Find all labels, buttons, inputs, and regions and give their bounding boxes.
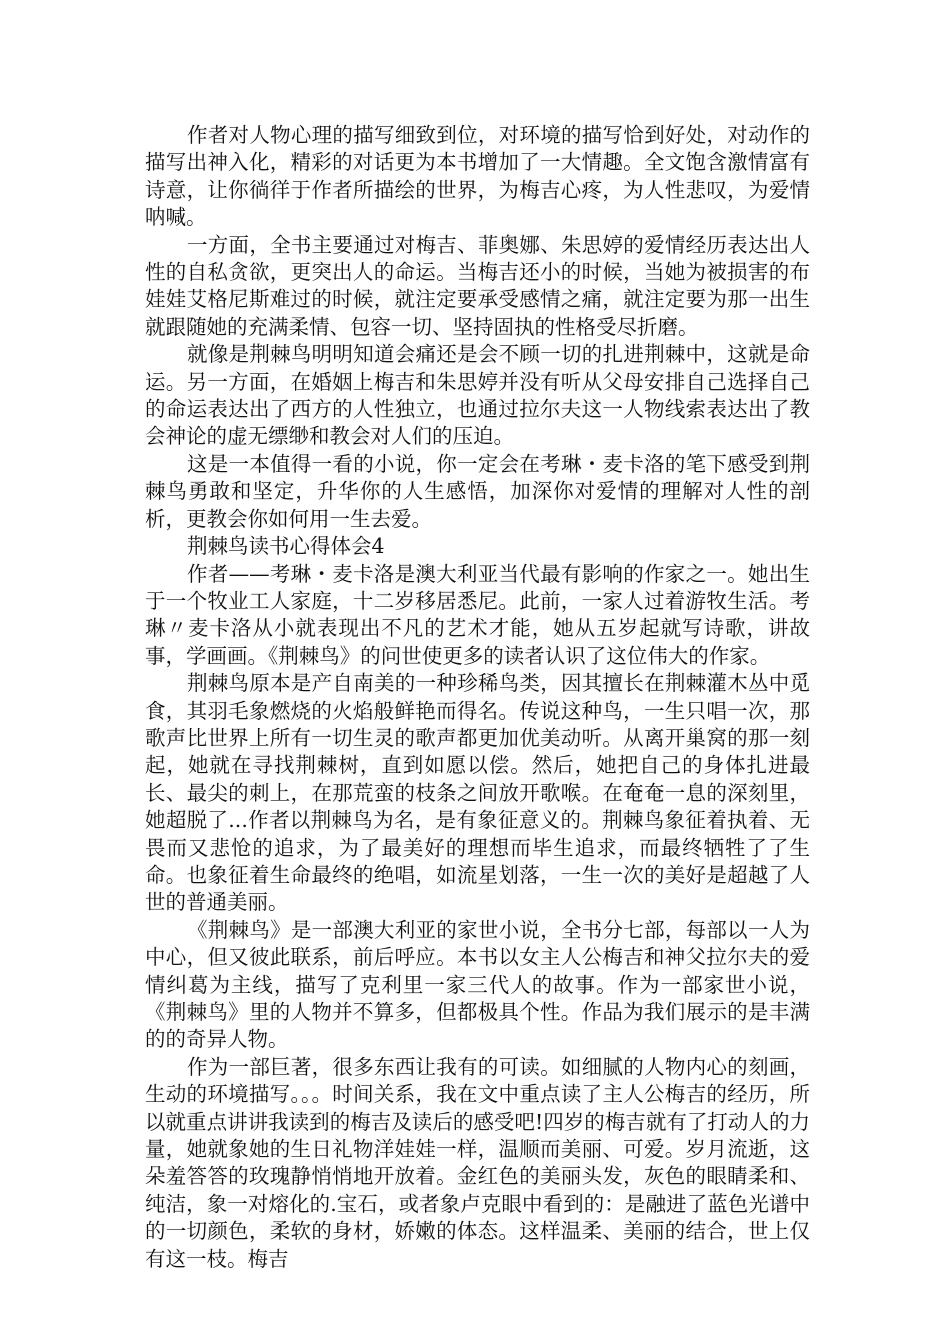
document-body <box>145 122 810 1273</box>
paragraph: 一方面，全书主要通过对梅吉、菲奥娜、朱思婷的爱情经历表达出人性的自私贪欲，更突出人的命运。当梅吉还小的时候，当她为被损害的布娃娃艾格尼斯难过的时候，就注定要承受感情之痛，就注定要为那一出生就跟随她的充满柔情、包容一切、坚持固执的性格受尽折磨。 <box>145 232 810 339</box>
paragraph: 作者对人物心理的描写细致到位，对环境的描写恰到好处，对动作的描写出神入化，精彩的对话更为本书增加了一大情趣。全文饱含激情富有诗意，让你徜徉于作者所描绘的世界，为梅吉心疼，为人性悲叹，为爱情呐喊。 <box>145 123 810 230</box>
section-heading: 荆棘鸟读书心得体会4 <box>187 534 385 559</box>
paragraph: 荆棘鸟原本是产自南美的一种珍稀鸟类，因其擅长在荆棘灌木丛中觅食，其羽毛象燃烧的火焰般鲜艳而得名。传说这种鸟，一生只唱一次，那歌声比世界上所有一切生灵的歌声都更加优美动听。从离开巢窝的那一刻起，她就在寻找荆棘树，直到如愿以偿。然后，她把自己的身体扎进最长、最尖的刺上，在那荒蛮的枝条之间放开歌喉。在奄奄一息的深刻里，她超脱了...作者以荆棘鸟为名，是有象征意义的。荆棘鸟象征着执着、无畏而又悲怆的追求，为了最美好的理想而毕生追求，而最终牺牲了了生命。也象征着生命最终的绝唱，如流星划落，一生一次的美好是超越了人世的普通美丽。 <box>145 671 810 915</box>
paragraph: 《荆棘鸟》是一部澳大利亚的家世小说，全书分七部，每部以一人为中心，但又彼此联系，前后呼应。本书以女主人公梅吉和神父拉尔夫的爱情纠葛为主线，描写了克利里一家三代人的故事。作为一部家世小说，《荆棘鸟》里的人物并不算多，但都极具个性。作品为我们展示的是丰满的的奇异人物。 <box>145 917 810 1052</box>
paragraph: 这是一本值得一看的小说，你一定会在考琳・麦卡洛的笔下感受到荆棘鸟勇敢和坚定，升华你的人生感悟，加深你对爱情的理解对人性的剖析，更教会你如何用一生去爱。 <box>145 451 810 531</box>
paragraph: 作者——考琳・麦卡洛是澳大利亚当代最有影响的作家之一。她出生于一个牧业工人家庭，十二岁移居悉尼。此前，一家人过着游牧生活。考琳〃麦卡洛从小就表现出不凡的艺术才能，她从五岁起就写诗歌，讲故事，学画画。《荆棘鸟》的问世使更多的读者认识了这位伟大的作家。 <box>145 561 810 668</box>
paragraph: 作为一部巨著，很多东西让我有的可读。如细腻的人物内心的刻画，生动的环境描写。。。时间关系，我在文中重点读了主人公梅吉的经历，所以就重点讲讲我读到的梅吉及读后的感受吧!四岁的梅吉就有了打动人的力量，她就象她的生日礼物洋娃娃一样，温顺而美丽、可爱。岁月流逝，这朵羞答答的玫瑰静悄悄地开放着。金红色的美丽头发，灰色的眼睛柔和、纯洁，象一对熔化的.宝石，或者象卢克眼中看到的：是融进了蓝色光谱中的一切颜色，柔软的身材，娇嫩的体态。这样温柔、美丽的结合，世上仅有这一枝。梅吉 <box>145 1054 810 1271</box>
paragraph: 就像是荆棘鸟明明知道会痛还是会不顾一切的扎进荆棘中，这就是命运。另一方面，在婚姻上梅吉和朱思婷并没有听从父母安排自己选择自己的命运表达出了西方的人性独立，也通过拉尔夫这一人物线索表达出了教会神论的虚无缥缈和教会对人们的压迫。 <box>145 342 810 449</box>
